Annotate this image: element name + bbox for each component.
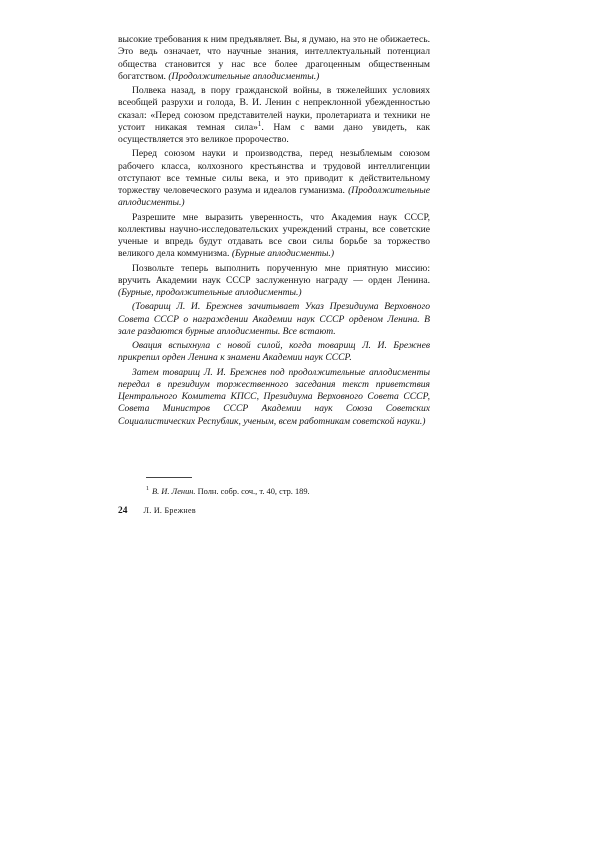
- paragraph-p8: [118, 367, 430, 428]
- text-run: . Нам с вами дано увидеть, как осуществляется это великое пророчество.: [118, 121, 430, 145]
- page-footer: [118, 505, 430, 517]
- paragraph-p4: [118, 212, 430, 261]
- text-run: Полвека назад, в пору гражданской войны, в тяжелейших условиях всеобщей разрухи и голода, В. И. Ленин с непреклонной убежденностью сказал: «Перед союзом представителей науки, пролетариата и техники не устоит никакая темная сила»: [118, 85, 430, 133]
- footnote-text: Полн. собр. соч., т. 40, стр. 189.: [195, 487, 310, 496]
- text-run: Перед союзом науки и производства, перед незыблемым союзом рабочего класса, колхозного крестьянства и трудовой интеллигенции отступают все темные силы века, и это приводит к действительному торжеству человеческого разума и идеалов гуманизма.: [118, 148, 430, 196]
- paragraph-p1: [118, 34, 430, 83]
- text-run: Разрешите мне выразить уверенность, что Академия наук СССР, коллективы научно-исследовательских учреждений страны, все советские ученые и впредь будут отдавать все свои силы борьбе за торжество великого дела коммунизма.: [118, 211, 430, 260]
- italic-run: (Продолжительные аплодисменты.): [168, 70, 320, 82]
- paragraph-p5: [118, 263, 430, 300]
- italic-run: (Продолжительные аплодисменты.): [118, 185, 430, 209]
- footnote-rule: [146, 477, 192, 478]
- paragraph-p3: [118, 148, 430, 209]
- italic-run: (Бурные, продолжительные аплодисменты.): [118, 287, 302, 298]
- italic-run: Овация вспыхнула с новой силой, когда товарищ Л. И. Брежнев прикрепил орден Ленина к знамени Академии наук СССР.: [118, 340, 430, 364]
- footnote-ref: 1: [257, 119, 262, 128]
- paragraph-p2: [118, 85, 430, 146]
- italic-run: (Бурные аплодисменты.): [231, 248, 335, 260]
- body-text: [118, 34, 430, 430]
- paragraph-p7: [118, 340, 430, 365]
- running-title: Л. И. Брежнев: [143, 506, 196, 515]
- page-number: 24: [118, 506, 128, 516]
- italic-run: Затем товарищ Л. И. Брежнев под продолжительные аплодисменты передал в президиум торжественного заседания текст приветствия Центрального Комитета КПСС, Президиума Верховного Совета СССР, Совета Министров СССР Академии наук Союза Советских Социалистических Республик, ученым, всем работникам советской науки.): [118, 366, 430, 427]
- footnote-author: В. И. Ленин.: [152, 487, 196, 496]
- text-run: Позвольте теперь выполнить порученную мне приятную миссию: вручить Академии наук СССР заслуженную награду — орден Ленина.: [118, 262, 430, 286]
- footnote-mark: 1: [146, 486, 149, 493]
- italic-run: (Товарищ Л. И. Брежнев зачитывает Указ Президиума Верховного Совета СССР о награждении Академии наук СССР орденом Ленина. В зале раздаются бурные аплодисменты. Все встают.: [118, 301, 430, 337]
- text-run: высокие требования к ним предъявляет. Вы, я думаю, на это не обижаетесь. Это ведь означает, что научные знания, интеллектуальный потенциал общества становится у нас все более драгоценным общественным богатством.: [118, 34, 430, 82]
- paragraph-p6: [118, 301, 430, 338]
- footnote: [146, 486, 406, 497]
